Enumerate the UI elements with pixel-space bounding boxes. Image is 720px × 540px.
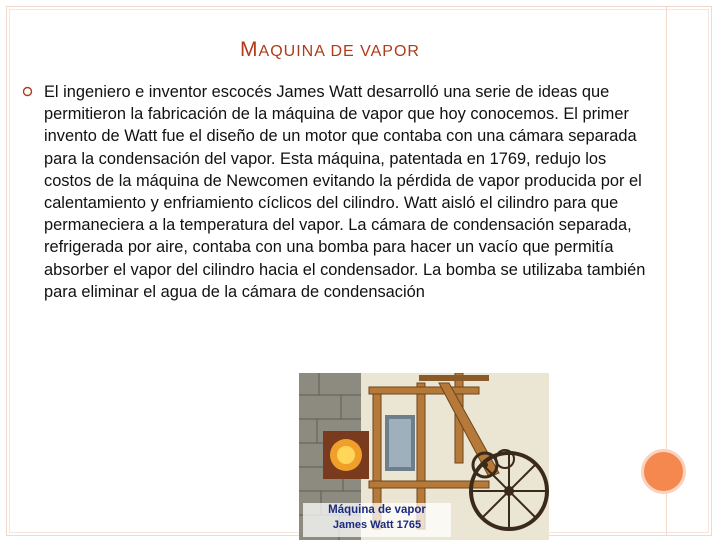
hollow-circle-bullet-icon <box>22 86 33 97</box>
slide-title-initial: M <box>240 38 259 61</box>
image-caption-title: Máquina de vapor <box>328 504 426 516</box>
decorative-orange-circle <box>641 449 686 494</box>
slide-title-rest: AQUINA DE VAPOR <box>258 43 420 60</box>
slide-body-text: El ingeniero e inventor escocés James Watt desarrolló una serie de ideas que permitieron la fabricación de la máquina de vapor que hoy conocemos. El primer invento de Watt fue el diseño de un motor que contaba con una cámara separada para la condensación del vapor. Esta máquina, patentada en 1769, redujo los costos de la máquina de Newcomen evitando la pérdida de vapor producida por el calentamiento y enfriamiento cíclicos del cilindro. Watt aisló el cilindro para que permaneciera a la temperatura del vapor. La cámara de condensación separada, refrigerada por aire, contaba con una bomba para hacer un vacío que permitía absorber el vapor del cilindro hacia el condensador. La bomba se utilizaba también para eliminar el agua de la cámara de condensación <box>44 83 646 301</box>
slide-title <box>0 38 660 62</box>
steam-engine-image <box>299 373 549 540</box>
image-caption-subtitle: James Watt 1765 <box>332 519 422 531</box>
